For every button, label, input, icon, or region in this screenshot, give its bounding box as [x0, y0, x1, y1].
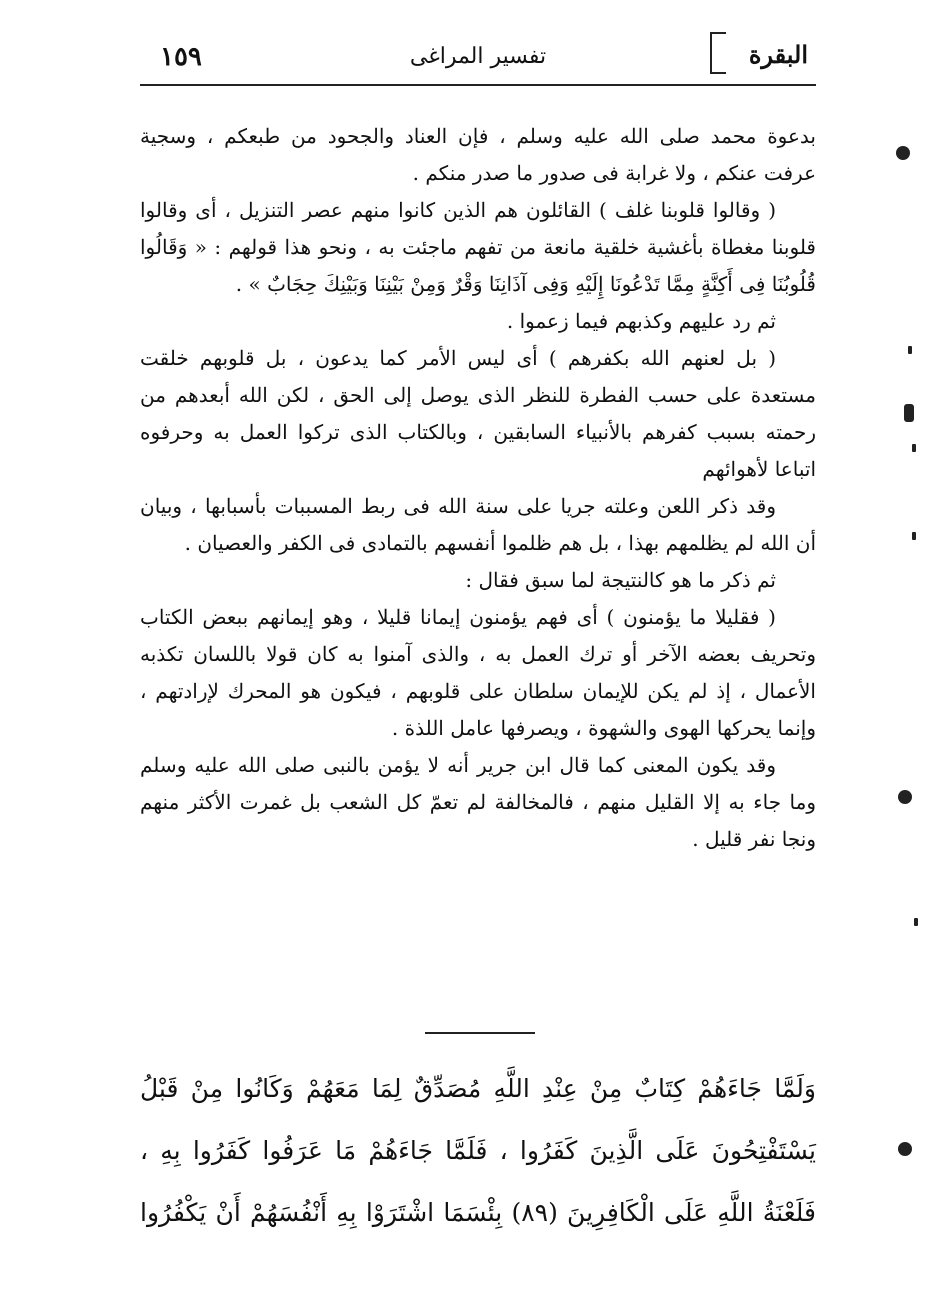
scan-speck: [912, 444, 916, 452]
commentary-text: [140, 118, 816, 858]
paragraph: ( بل لعنهم الله بكفرهم ) أى ليس الأمر كما يدعون ، بل قلوبهم خلقت مستعدة على حسب الفطرة للنظر الذى يوصل إلى الحق ، لكن الله أبعدهم من رحمته بسبب كفرهم بالأنبياء السابقين ، وبالكتاب الذى تركوا العمل به وحرفوه اتباعا لأهوائهم: [140, 346, 816, 481]
scan-speck: [898, 1142, 912, 1156]
scan-speck: [912, 532, 916, 540]
scan-speck: [908, 346, 912, 354]
paragraph: ثم ذكر ما هو كالنتيجة لما سبق فقال :: [465, 568, 776, 592]
paragraph: وقد ذكر اللعن وعلته جريا على سنة الله فى ربط المسببات بأسبابها ، وبيان أن الله لم يظلمهم بهذا ، بل هم ظلموا أنفسهم بالتمادى فى الكفر والعصيان .: [140, 494, 816, 555]
paragraph: بدعوة محمد صلى الله عليه وسلم ، فإن العناد والجحود من طبعكم ، وسجية عرفت عنكم ، ولا غرابة فى صدور ما صدر منكم .: [140, 124, 816, 185]
scan-speck: [904, 404, 914, 422]
verse-line: وَلَمَّا جَاءَهُمْ كِتَابٌ مِنْ عِنْدِ اللَّهِ مُصَدِّقٌ لِمَا مَعَهُمْ وَكَانُوا مِنْ قَبْلُ: [140, 1074, 816, 1103]
scan-speck: [898, 790, 912, 804]
page-number: ١٥٩: [160, 42, 202, 72]
running-header: [140, 30, 816, 86]
surah-name: البقرة: [748, 40, 808, 69]
paragraph: وقد يكون المعنى كما قال ابن جرير أنه لا يؤمن بالنبى صلى الله عليه وسلم وما جاء به إلا القليل منهم ، فالمخالفة لم تعمّ كل الشعب بل غمرت الأكثر منهم ونجا نفر قليل .: [140, 753, 816, 851]
scan-speck: [914, 918, 918, 926]
paragraph: ( وقالوا قلوبنا غلف ) القائلون هم الذين كانوا منهم عصر التنزيل ، أى وقالوا قلوبنا مغطاة بأغشية خلقية مانعة من تفهم ماجئت به ، ونحو هذا قولهم : « وَقَالُوا قُلُوبُنَا فِى أَكِنَّةٍ مِمَّا تَدْعُونَا إِلَيْهِ وَفِى آذَانِنَا وَقْرٌ وَمِنْ بَيْنِنَا وَبَيْنِكَ حِجَابٌ » .: [140, 198, 816, 296]
quran-verse: [140, 1058, 816, 1244]
scan-speck: [896, 146, 910, 160]
header-bracket: [710, 32, 726, 74]
paragraph: ثم رد عليهم وكذبهم فيما زعموا .: [506, 309, 776, 333]
book-title: تفسير المراغى: [409, 44, 547, 69]
verse-line: فَلَعْنَةُ اللَّهِ عَلَى الْكَافِرِينَ (٨٩) بِئْسَمَا اشْتَرَوْا بِهِ أَنْفُسَهُمْ أَنْ يَكْفُرُوا: [140, 1198, 816, 1227]
paragraph: ( فقليلا ما يؤمنون ) أى فهم يؤمنون إيمانا قليلا ، وهو إيمانهم ببعض الكتاب وتحريف بعضه الآخر أو ترك العمل به ، والذى آمنوا به كان قولا باللسان تكذبه الأعمال ، إذ لم يكن للإيمان سلطان على قلوبهم ، فيكون هو المحرك لإرادتهم ، وإنما يحركها الهوى والشهوة ، ويصرفها عامل اللذة .: [140, 605, 816, 740]
section-separator: [425, 1032, 535, 1034]
header-rule: [140, 84, 816, 86]
verse-line: يَسْتَفْتِحُونَ عَلَى الَّذِينَ كَفَرُوا ، فَلَمَّا جَاءَهُمْ مَا عَرَفُوا كَفَرُوا بِهِ ،: [140, 1136, 816, 1165]
